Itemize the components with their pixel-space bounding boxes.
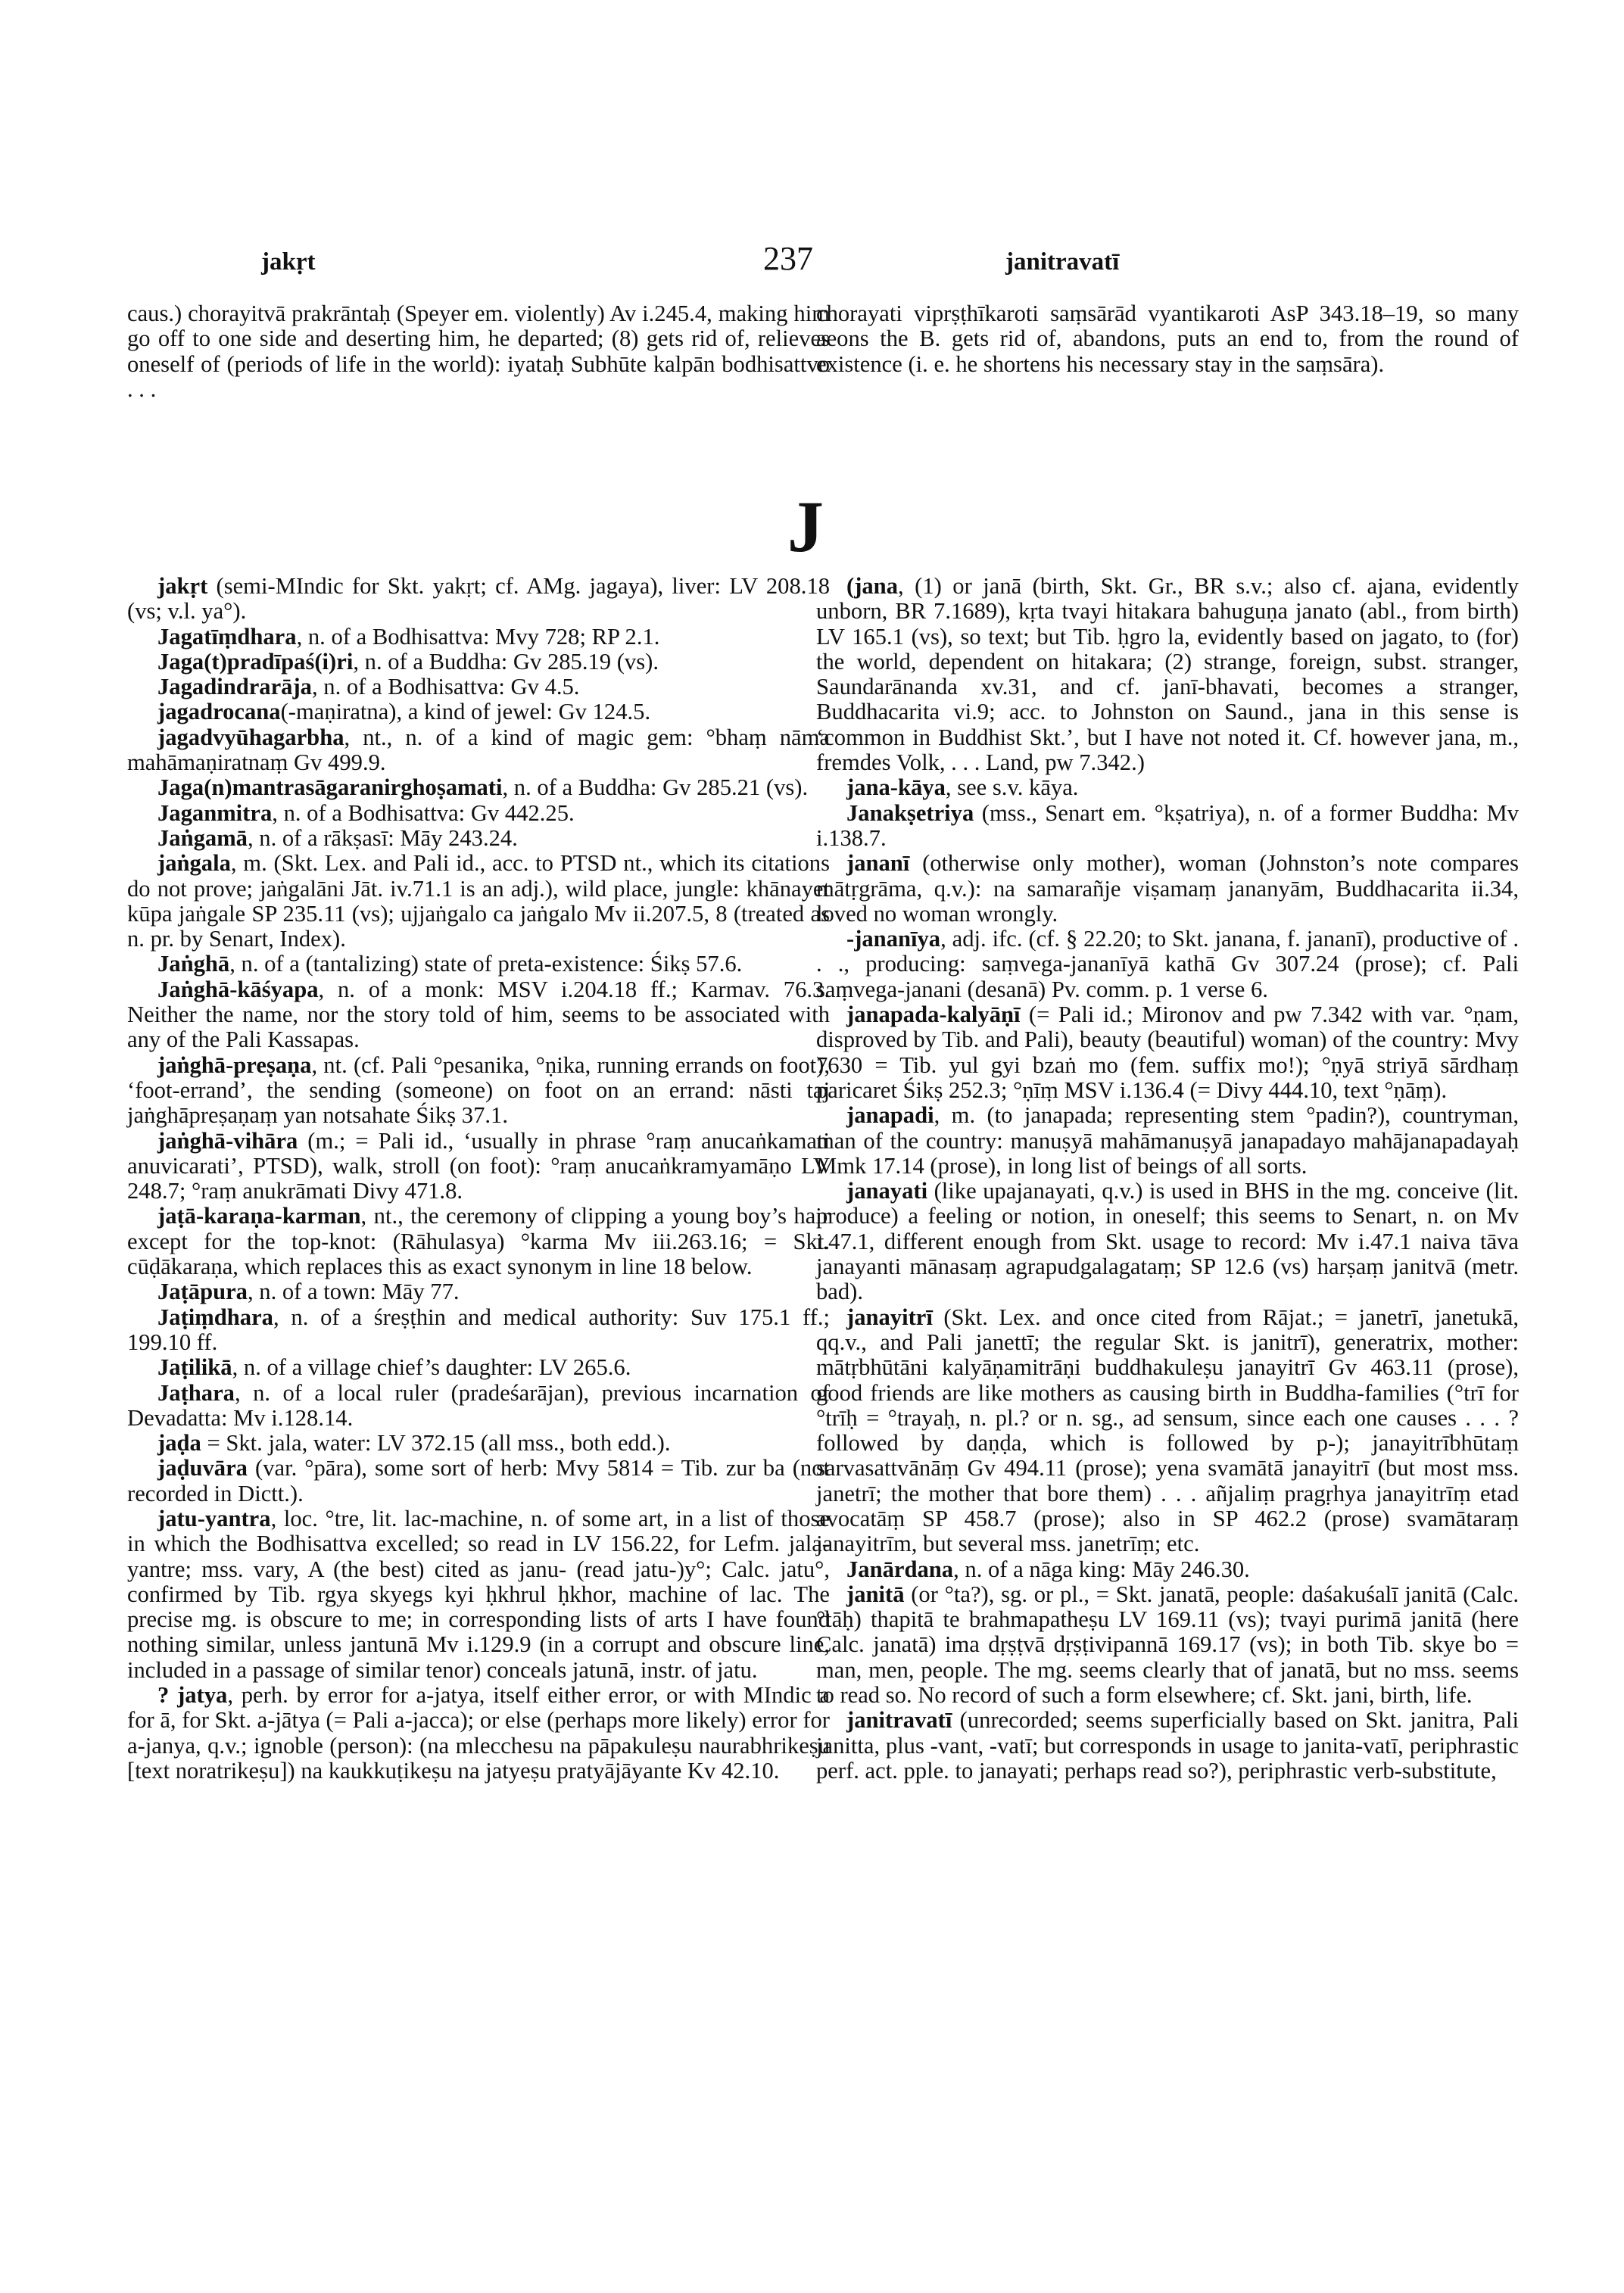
dictionary-entry [127, 625, 830, 650]
dictionary-entry [816, 1582, 1519, 1708]
dictionary-entry [816, 927, 1519, 1002]
dictionary-entry [127, 725, 830, 776]
entry-definition: , n. of a śreṣṭhin and medical authority: Suv 175.1 ff.; 199.10 ff. [127, 1304, 830, 1355]
entry-definition: = Skt. jala, water: LV 372.15 (all mss., both edd.). [201, 1430, 671, 1456]
entry-definition: (unrecorded; seems superficially based on Skt. janitra, Pali janitta, plus -vant, -vatī; but corresponds in usage to janita-vatī, periphrastic perf. act. pple. to janayati; perhaps read so?), periphrastic verb-substitute, [816, 1707, 1519, 1784]
entry-definition: , nt., the ceremony of clipping a young boy’s hair except for the top-knot: (Rāhulasya) °karma Mv iii.263.16; = Skt. cūḍākaraṇa, which replaces this as exact synonym in line 18 below. [127, 1203, 830, 1280]
entry-headword: janapadi [846, 1102, 934, 1129]
dictionary-entry [127, 1381, 830, 1432]
entry-definition: (mss., Senart em. °kṣatriya), n. of a former Buddha: Mv i.138.7. [816, 799, 1519, 851]
entry-definition: , n. of a Buddha: Gv 285.21 (vs). [502, 774, 809, 801]
entry-headword: ? jatya [157, 1682, 228, 1709]
dictionary-entry [816, 1179, 1519, 1304]
dictionary-entry [127, 650, 830, 675]
dictionary-entry [816, 574, 1519, 775]
entry-headword: janitravatī [846, 1707, 952, 1734]
entry-headword: jananī [846, 850, 910, 877]
dictionary-entry [127, 1355, 830, 1380]
entry-headword: Janakṣetriya [846, 799, 974, 826]
right-column [816, 574, 1519, 1784]
dictionary-entry [127, 1204, 830, 1279]
entry-definition: , n. of a local ruler (pradeśarājan), previous incarnation of Devadatta: Mv i.128.14. [127, 1379, 830, 1431]
dictionary-entry [127, 574, 830, 625]
dictionary-entry [816, 851, 1519, 927]
entry-definition: (Skt. Lex. and once cited from Rājat.; = janetrī, janetukā, qq.v., and Pali janettī; the regular Skt. is janitrī), generatrix, mother: mātṛbhūtāni kalyāṇamitrāṇi buddhakuleṣu janayitrī Gv 463.11 (prose), good friends are like mothers as causing birth in Buddha-families (°trī for °trīḥ = °trayaḥ, n. pl.? or n. sg., ad sensum, since each one causes . . . ? followed by daṇḍa, which is followed by p-); janayitrībhūtaṃ sarvasattvānāṃ Gv 494.11 (prose); yena svamātā janayitrī (but most mss. janetrī; the mother that bore them) . . . añjaliṃ pragṛhya janayitrīṃ etad avocatāṃ SP 458.7 (prose); also in SP 462.2 (prose) svamātaraṃ janayitrīm, but several mss. janetrīṃ; etc. [816, 1304, 1519, 1557]
dictionary-entry [127, 1129, 830, 1204]
entry-headword: Janārdana [846, 1556, 954, 1582]
entry-headword: janayitrī [846, 1304, 933, 1330]
entry-headword: jaṅgala [157, 850, 231, 877]
entry-definition: , n. of a (tantalizing) state of preta-existence: Śikṣ 57.6. [229, 951, 743, 977]
entry-definition: , n. of a Buddha: Gv 285.19 (vs). [353, 648, 659, 675]
dictionary-entry [127, 1456, 830, 1506]
top-left-continuation [127, 301, 830, 402]
entry-definition: , m. (to janapada; representing stem °padin?), countryman, man of the country: manuṣyā mahāmanuṣyā janapadayo mahājanapadayaḥ Mmk 17.14 (prose), in long list of beings of all sorts. [816, 1102, 1519, 1179]
entry-headword: janayati [846, 1178, 928, 1204]
entry-definition: , n. of a town: Māy 77. [247, 1279, 460, 1305]
entry-headword: janapada-kalyāṇī [846, 1002, 1021, 1028]
entry-headword: jaḍa [157, 1430, 201, 1456]
entry-headword: Jaga(n)mantrasāgaranirghoṣamati [157, 774, 503, 801]
dictionary-entry [816, 1103, 1519, 1179]
entry-headword: Jagadindrarāja [157, 674, 312, 700]
entry-definition: , n. of a nāga king: Māy 246.30. [953, 1556, 1250, 1582]
entry-headword: jatu-yantra [157, 1505, 271, 1531]
continuation-text: caus.) chorayitvā prakrāntaḥ (Speyer em. violently) Av i.245.4, making him go off to one side and deserting him, he departed; (8) gets rid of, relieves oneself of (periods of life in the world): iyataḥ Subhūte kalpān bodhisattvo . . . [127, 301, 830, 402]
dictionary-entry [816, 1708, 1519, 1784]
entry-headword: jaṅghā-vihāra [157, 1127, 298, 1154]
entry-headword: jakṛt [157, 573, 208, 599]
entry-definition: (semi-MIndic for Skt. yakṛt; cf. AMg. jagaya), liver: LV 208.18 (vs; v.l. ya°). [127, 573, 830, 625]
entry-definition: (-maṇiratna), a kind of jewel: Gv 124.5. [280, 699, 651, 725]
entry-headword: Jagatīṃdhara [157, 623, 297, 650]
entry-definition: , n. of a monk: MSV i.204.18 ff.; Karmav. 76.3. Neither the name, nor the story told of him, seems to be associated with any of the Pali Kassapas. [127, 976, 830, 1053]
page-number: 237 [763, 240, 813, 277]
entry-headword: jaḍuvāra [157, 1455, 248, 1481]
entry-definition: , n. of a Bodhisattva: Gv 4.5. [311, 674, 580, 700]
entry-definition: , n. of a rākṣasī: Māy 243.24. [247, 824, 518, 851]
entry-definition: (= Pali id.; Mironov and pw 7.342 with var. °ṇam, disproved by Tib. and Pali), beauty (beautiful) woman) of the country: Mvy 7630 = Tib. yul gyi bzaṅ mo (fem. suffix mo!); °ṇyā striyā sārdhaṃ paricaret Śikṣ 252.3; °ṇīṃ MSV i.136.4 (= Divy 444.10, text °ṇāṃ). [816, 1002, 1519, 1103]
dictionary-entry [127, 1053, 830, 1129]
entry-definition: , m. (Skt. Lex. and Pali id., acc. to PTSD nt., which its citations do not prove; jaṅgalāni Jāt. iv.71.1 is an adj.), wild place, jungle: khānayet kūpa jaṅgale SP 235.11 (vs); ujjaṅgalo ca jaṅgalo Mv ii.207.5, 8 (treated as n. pr. by Senart, Index). [127, 850, 830, 952]
dictionary-entry [127, 775, 830, 800]
dictionary-entry [127, 675, 830, 699]
entry-definition: , n. of a Bodhisattva: Mvy 728; RP 2.1. [296, 623, 660, 650]
dictionary-entry [127, 851, 830, 952]
entry-headword: Jaganmitra [157, 799, 273, 826]
dictionary-entry [816, 1002, 1519, 1103]
dictionary-entry [127, 952, 830, 977]
dictionary-entry [127, 1683, 830, 1784]
running-head-right: janitravatī [1005, 248, 1120, 276]
dictionary-entry [127, 1506, 830, 1683]
entry-headword: Jaṭāpura [157, 1279, 248, 1305]
entry-headword: Jaṭilikā [157, 1354, 232, 1381]
entry-definition: , n. of a village chief’s daughter: LV 265.6. [232, 1354, 631, 1381]
entry-definition: (m.; = Pali id., ‘usually in phrase °raṃ anucaṅkamati anuvicarati’, PTSD), walk, stroll (on foot): °raṃ anucaṅkramyamāṇo LV 248.7; °raṃ anukrāmati Divy 471.8. [127, 1127, 830, 1204]
dictionary-entry [127, 977, 830, 1053]
entry-definition: , nt., n. of a kind of magic gem: °bhaṃ nāma mahāmaṇiratnaṃ Gv 499.9. [127, 724, 830, 776]
entry-headword: Jaṅgamā [157, 824, 248, 851]
entry-headword: jaṭā-karaṇa-karman [157, 1203, 361, 1229]
dictionary-entry [127, 1279, 830, 1304]
entry-headword: Jaṭhara [157, 1379, 235, 1406]
entry-headword: jagadvyūhagarbha [157, 724, 344, 750]
section-letter: J [787, 486, 824, 567]
entry-headword: Jaṅghā-kāśyapa [157, 976, 319, 1002]
entry-headword: jana-kāya [846, 774, 946, 801]
entry-definition: (var. °pāra), some sort of herb: Mvy 5814 = Tib. zur ba (not recorded in Dictt.). [127, 1455, 830, 1506]
entry-definition: , perh. by error for a-jatya, itself either error, or with MIndic a for ā, for Skt. a-jātya (= Pali a-jacca); or else (perhaps more likely) error for a-janya, q.v.; ignoble (person): (na mlecchesu na pāpakuleṣu naurabhrikeṣu [text noratrikeṣu]) na kaukkuṭikeṣu na jatyeṣu pratyājāyante Kv 42.10. [127, 1682, 830, 1784]
continuation-text: chorayati viprṣṭhīkaroti saṃsārād vyantikaroti AsP 343.18–19, so many aeons the B. gets rid of, abandons, puts an end to, from the round of existence (i. e. he shortens his necessary stay in the saṃsāra). [816, 301, 1519, 377]
entry-definition: , (1) or janā (birth, Skt. Gr., BR s.v.; also cf. ajana, evidently unborn, BR 7.1689), kṛta tvayi hitakara bahuguṇa janato (abl., from birth) LV 165.1 (vs), so text; but Tib. ḥgro la, evidently based on jagato, to (for) the world, dependent on hitakara; (2) strange, foreign, subst. stranger, Saundarānanda xv.31, and cf. janī-bhavati, becomes a stranger, Buddhacarita vi.9; acc. to Johnston on Saund., jana in this sense is ‘common in Buddhist Skt.’, but I have not noted it. Cf. however jana, m., fremdes Volk, . . . Land, pw 7.342.) [816, 573, 1519, 776]
entry-headword: (jana [846, 573, 898, 599]
dictionary-entry [127, 801, 830, 826]
dictionary-entry [816, 801, 1519, 852]
running-head-left: jakṛt [261, 248, 316, 276]
dictionary-entry [816, 1557, 1519, 1582]
entry-definition: (otherwise only mother), woman (Johnston’s note compares mātṛgrāma, q.v.): na samarañje viṣamaṃ jananyām, Buddhacarita ii.34, loved no woman wrongly. [816, 850, 1519, 927]
dictionary-entry [816, 1305, 1519, 1557]
entry-headword: janitā [846, 1581, 905, 1607]
entry-headword: jagadrocana [157, 699, 281, 725]
dictionary-entry [127, 1305, 830, 1356]
entry-definition: , n. of a Bodhisattva: Gv 442.25. [272, 799, 575, 826]
entry-definition: (or °ta?), sg. or pl., = Skt. janatā, people: daśakuśalī janitā (Calc. °tāḥ) thapitā te brahmapatheṣu LV 169.11 (vs); tvayi purimā janitā (here Calc. janatā) ima dṛṣṭvā dṛṣṭivipannā 169.17 (vs); in both Tib. skye bo = man, men, people. The mg. seems clearly that of janatā, but no mss. seems to read so. No record of such a form elsewhere; cf. Skt. jani, birth, life. [816, 1581, 1519, 1709]
dictionary-entry [127, 826, 830, 851]
dictionary-entry [816, 775, 1519, 800]
entry-headword: jaṅghā-preṣaṇa [157, 1051, 312, 1078]
left-column [127, 574, 830, 1784]
entry-headword: Jaṭiṃdhara [157, 1304, 273, 1330]
dictionary-entry [127, 1431, 830, 1456]
entry-definition: , adj. ifc. (cf. § 22.20; to Skt. janana, f. jananī), productive of . . ., producing: saṃvega-jananīyā kathā Gv 307.24 (prose); cf. Pali saṃvega-janani (desanā) Pv. comm. p. 1 verse 6. [816, 926, 1519, 1002]
entry-headword: Jaga(t)pradīpaś(i)ri [157, 648, 354, 675]
entry-headword: Jaṅghā [157, 951, 230, 977]
entry-definition: , nt. (cf. Pali °pesanika, °ṇika, running errands on foot), ‘foot-errand’, the sending (someone) on foot on an errand: nāsti taj jaṅghāpreṣaṇaṃ yan notsahate Śikṣ 37.1. [127, 1051, 830, 1129]
entry-definition: (like upajanayati, q.v.) is used in BHS in the mg. conceive (lit. produce) a feeling or notion, in oneself; this seems to Senart, n. on Mv i.47.1, different enough from Skt. usage to record: Mv i.47.1 naiva tāva janayanti mānasaṃ agrapudgalagataṃ; SP 12.6 (vs) harṣaṃ janitvā (metr. bad). [816, 1178, 1519, 1305]
entry-headword: -jananīya [846, 926, 941, 952]
entry-definition: , loc. °tre, lit. lac-machine, n. of some art, in a list of those in which the Bodhisattva excelled; so read in LV 156.22, for Lefm. jala-yantre; mss. vary, A (the best) cited as janu- (read jatu-)y°; Calc. jatu°, confirmed by Tib. rgya skyegs kyi ḥkhrul ḥkhor, machine of lac. The precise mg. is obscure to me; in corresponding lists of arts I have found nothing similar, unless jantunā Mv i.129.9 (in a corrupt and obscure line, included in a passage of similar tenor) conceals jatunā, instr. of jatu. [127, 1505, 830, 1683]
entry-definition: , see s.v. kāya. [945, 774, 1079, 801]
top-right-continuation [816, 301, 1519, 377]
dictionary-entry [127, 699, 830, 724]
